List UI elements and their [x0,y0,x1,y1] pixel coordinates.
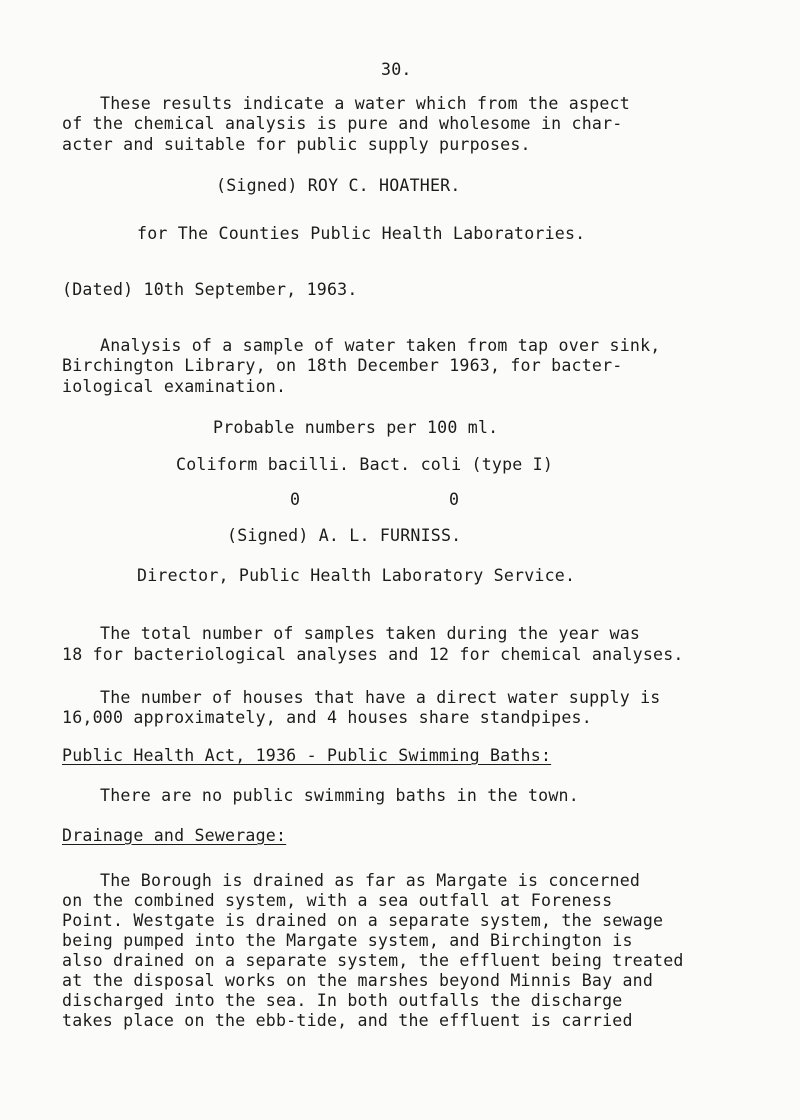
baths-text: There are no public swimming baths in the town. [100,786,579,805]
para2-line1: Analysis of a sample of water taken from tap over sink, [100,336,661,355]
signature-hoather: (Signed) ROY C. HOATHER. [216,176,461,195]
para5-line2: on the combined system, with a sea outfall at Foreness [62,891,613,910]
signature-furniss-title: Director, Public Health Laboratory Service. [137,566,576,585]
para5-line5: also drained on a separate system, the effluent being treated [62,951,684,970]
results-columns-header: Coliform bacilli. Bact. coli (type I) [176,455,554,474]
probable-numbers-line: Probable numbers per 100 ml. [213,418,499,437]
signature-furniss: (Signed) A. L. FURNISS. [227,526,462,545]
para4-line2: 16,000 approximately, and 4 houses share standpipes. [62,708,592,727]
para3-line2: 18 for bacteriological analyses and 12 for chemical analyses. [62,645,684,664]
para5-line3: Point. Westgate is drained on a separate system, the sewage [62,911,664,930]
value-coliform: 0 [290,490,301,509]
page-number: 30. [381,60,412,79]
value-bact-coli: 0 [449,490,460,509]
para1-line3: acter and suitable for public supply purposes. [62,135,531,154]
signature-hoather-org: for The Counties Public Health Laboratories. [137,224,586,243]
heading-drainage: Drainage and Sewerage: [62,826,287,845]
heading-swimming-baths: Public Health Act, 1936 - Public Swimming Baths: [62,746,552,765]
para5-line4: being pumped into the Margate system, and Birchington is [62,931,633,950]
para1-line1: These results indicate a water which from the aspect [100,94,630,113]
para2-line2: Birchington Library, on 18th December 1963, for bacter- [62,356,623,375]
para5-line6: at the disposal works on the marshes beyond Minnis Bay and [62,971,654,990]
para2-line3: iological examination. [62,377,287,396]
para5-line1: The Borough is drained as far as Margate is concerned [100,871,641,890]
para5-line8: takes place on the ebb-tide, and the effluent is carried [62,1011,633,1030]
para3-line1: The total number of samples taken during the year was [100,624,641,643]
para1-line2: of the chemical analysis is pure and wholesome in char- [62,114,623,133]
para4-line1: The number of houses that have a direct water supply is [100,688,661,707]
para5-line7: discharged into the sea. In both outfalls the discharge [62,991,623,1010]
dated-line: (Dated) 10th September, 1963. [62,280,358,299]
